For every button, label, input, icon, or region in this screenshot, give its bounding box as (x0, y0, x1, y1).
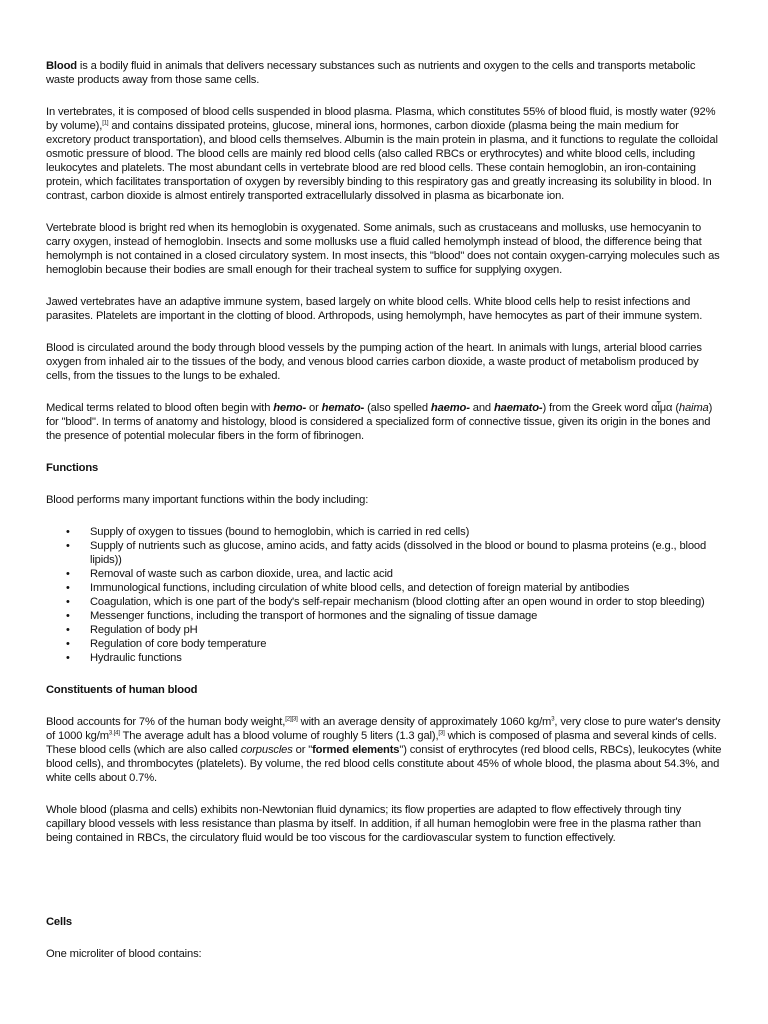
list-item: • Immunological functions, including circulation of white blood cells, and detection of foreign material by antibodies (90, 581, 722, 595)
intro-paragraph: Blood is a bodily fluid in animals that delivers necessary substances such as nutrients and oxygen to the cells and transports metabolic waste products away from those same cells. (46, 60, 696, 86)
fluid-dynamics-paragraph: Whole blood (plasma and cells) exhibits non-Newtonian fluid dynamics; its flow properties are adapted to flow effectively through tiny capillary blood vessels with less resistance than plasma by itself. In addition, if all human hemoglobin were free in the plasma rather than being contained in RBCs, the circulatory fluid would be too viscous for the cardiovascular system to function effectively. (46, 804, 701, 844)
list-item: • Supply of oxygen to tissues (bound to hemoglobin, which is carried in red cells) (90, 525, 722, 539)
term-formed-elements: formed elements (312, 744, 400, 756)
constituents-paragraph: Blood accounts for 7% of the human body weight,[2][3] with an average density of approximately 1060 $kg/m^3$, very close to pure water's density of 1000 $kg/m^{3.[4]}$ The average adult has a blood volume of roughly 5 liters (1.3 gal),[3] which is composed of plasma and several kinds of cells. These blood cells (which are also called corpuscles or "formed elements") consist of erythrocytes (red blood cells, RBCs), leukocytes (white blood cells), and thrombocytes (platelets). By volume, the red blood cells constitute about 45% of whole blood, the plasma about 54.3%, and white cells about 0.7%. (46, 716, 722, 784)
citation-1[interactable]: [1] (102, 120, 109, 127)
term-hemato: hemato- (321, 402, 365, 414)
term-corpuscles: corpuscles (240, 744, 293, 756)
list-item: • Regulation of body pH (90, 623, 722, 637)
circulation-paragraph: Blood is circulated around the body through blood vessels by the pumping action of the heart. In animals with lungs, arterial blood carries oxygen from inhaled air to the tissues of the body, and venous blood carries carbon dioxide, a waste product of metabolism produced by cells, from the tissues to the lungs to be exhaled. (46, 342, 702, 382)
functions-intro: Blood performs many important functions within the body including: (46, 494, 369, 506)
list-item: • Messenger functions, including the transport of hormones and the signaling of tissue damage (90, 609, 722, 623)
color-paragraph: Vertebrate blood is bright red when its hemoglobin is oxygenated. Some animals, such as crustaceans and mollusks, use hemocyanin to carry oxygen, instead of hemoglobin. Insects and some mollusks use a fluid called hemolymph instead of blood, the difference being that hemolymph is not contained in a closed circulatory system. In most insects, this "blood" does not contain oxygen-carrying molecules such as hemoglobin because their bodies are small enough for their tracheal system to suffice for supplying oxygen. (46, 222, 720, 276)
term-blood: Blood (46, 60, 77, 72)
list-item: • Regulation of core body temperature (90, 637, 722, 651)
functions-list (46, 525, 722, 665)
cells-heading: Cells (46, 916, 72, 928)
list-item: • Removal of waste such as carbon dioxide, urea, and lactic acid (90, 567, 722, 581)
medical-terms-paragraph: Medical terms related to blood often begin with hemo- or hemato- (also spelled haemo- and haemato-) from the Greek word αἷμα (haima) for "blood". In terms of anatomy and histology, blood is considered a specialized form of connective tissue, given its origin in the bones and the presence of potential molecular fibers in the form of fibrinogen. (46, 402, 713, 442)
citation-2-3[interactable]: [2][3] (285, 716, 298, 723)
term-hemo: hemo- (273, 402, 307, 414)
spacer (46, 863, 722, 915)
list-item: • Coagulation, which is one part of the body's self-repair mechanism (blood clotting after an open wound in order to stop bleeding) (90, 595, 722, 609)
functions-heading: Functions (46, 462, 99, 474)
list-item: • Supply of nutrients such as glucose, amino acids, and fatty acids (dissolved in the blood or bound to plasma proteins (e.g., blood lipids)) (90, 539, 722, 567)
composition-paragraph: In vertebrates, it is composed of blood cells suspended in blood plasma. Plasma, which constitutes 55% of blood fluid, is mostly water (92% by volume),[1] and contains dissipated proteins, glucose, mineral ions, hormones, carbon dioxide (plasma being the main medium for excretory product transportation), and blood cells themselves. Albumin is the main protein in plasma, and it functions to regulate the colloidal osmotic pressure of blood. The blood cells are mainly red blood cells (also called RBCs or erythrocytes) and white blood cells, including leukocytes and platelets. The most abundant cells in vertebrate blood are red blood cells. These contain hemoglobin, an iron-containing protein, which facilitates transportation of oxygen by reversibly binding to this respiratory gas and greatly increasing its solubility in blood. In contrast, carbon dioxide is almost entirely transported extracellularly dissolved in plasma as bicarbonate ion. (46, 106, 718, 202)
citation-4[interactable]: .[4] (112, 730, 120, 737)
cells-intro: One microliter of blood contains: (46, 948, 202, 960)
term-haemo: haemo- (430, 402, 470, 414)
citation-3[interactable]: [3] (438, 730, 445, 737)
term-haemato: haemato- (493, 402, 543, 414)
constituents-heading: Constituents of human blood (46, 684, 198, 696)
term-haima: haima (678, 402, 709, 414)
list-item: • Hydraulic functions (90, 651, 722, 665)
immune-paragraph: Jawed vertebrates have an adaptive immune system, based largely on white blood cells. White blood cells help to resist infections and parasites. Platelets are important in the clotting of blood. Arthropods, using hemolymph, have hemocytes as part of their immune system. (46, 296, 703, 322)
